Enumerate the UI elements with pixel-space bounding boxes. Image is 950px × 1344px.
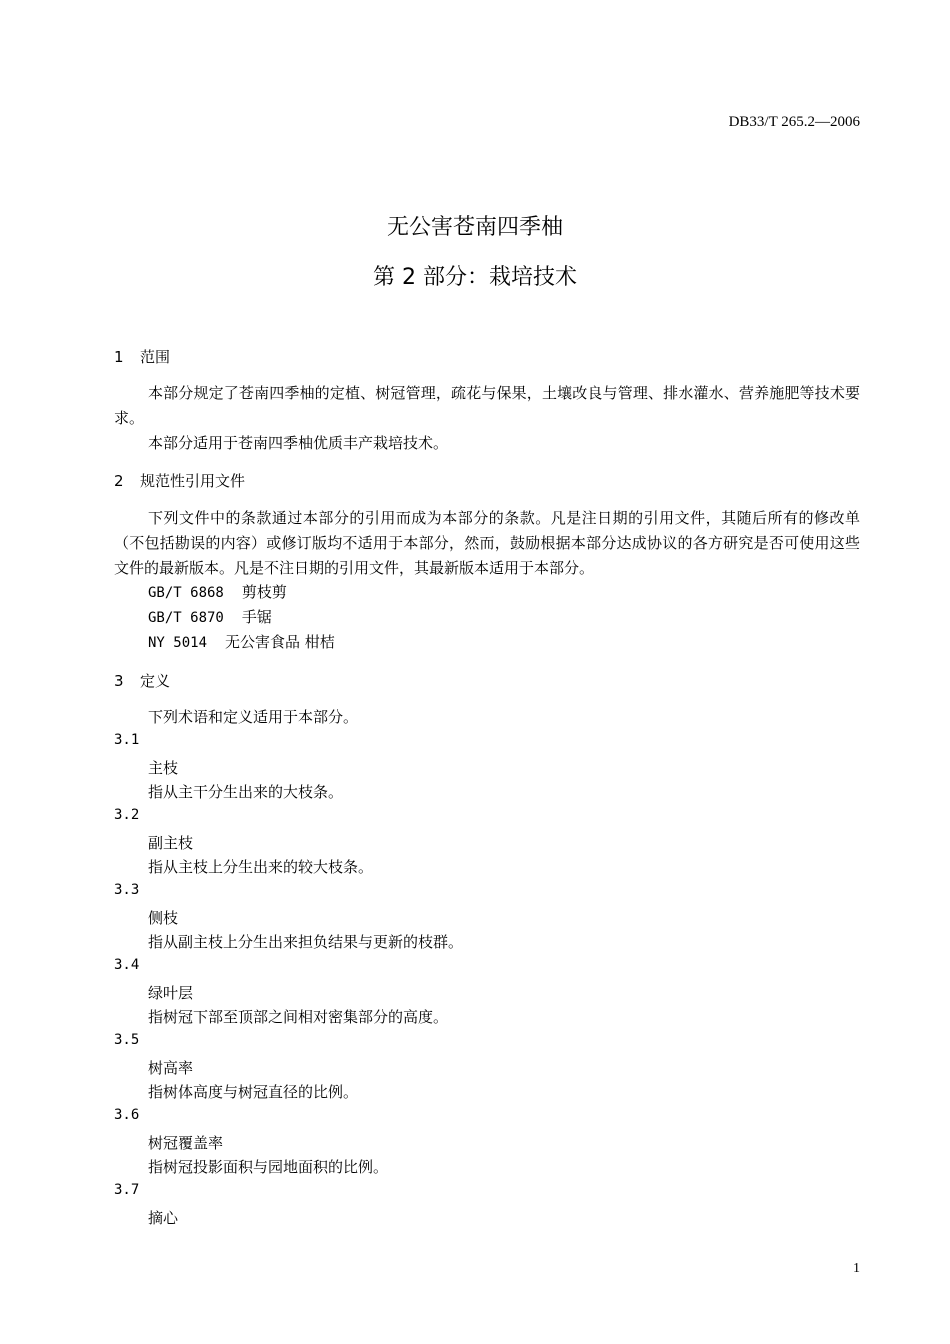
reference-name: 剪枝剪 <box>241 583 287 601</box>
clause-number: 3.2 <box>114 807 140 823</box>
section-number: 1 <box>114 348 124 366</box>
document-subtitle: 第 2 部分：栽培技术 <box>373 265 577 290</box>
term-definition: 指树冠投影面积与园地面积的比例。 <box>148 1158 389 1176</box>
term-definition: 指从主干分生出来的大枝条。 <box>148 783 344 801</box>
clause-number: 3.5 <box>114 1032 140 1048</box>
term-definition: 指树冠下部至顶部之间相对密集部分的高度。 <box>148 1008 449 1026</box>
clause-number: 3.3 <box>114 882 140 898</box>
reference-item <box>148 631 335 652</box>
term: 绿叶层 <box>148 984 194 1002</box>
paragraph: 本部分规定了苍南四季柚的定植、树冠管理，疏花与保果，土壤改良与管理、排水灌水、营养施肥等技术要求。 <box>114 384 860 427</box>
reference-item <box>148 581 287 602</box>
section-heading-scope <box>114 346 170 367</box>
paragraph: 下列术语和定义适用于本部分。 <box>148 708 359 726</box>
document-number: DB33/T 265.2—2006 <box>728 114 860 130</box>
section-title: 定义 <box>140 672 171 690</box>
clause-number: 3.1 <box>114 732 140 748</box>
term-definition: 指从主枝上分生出来的较大枝条。 <box>148 858 374 876</box>
term: 侧枝 <box>148 909 179 927</box>
term-definition: 指从副主枝上分生出来担负结果与更新的枝群。 <box>148 933 464 951</box>
term: 摘心 <box>148 1209 179 1227</box>
section-heading-definitions <box>114 670 170 691</box>
paragraph: 下列文件中的条款通过本部分的引用而成为本部分的条款。凡是注日期的引用文件，其随后所有的修改单（不包括勘误的内容）或修订版均不适用于本部分，然而，鼓励根据本部分达成协议的各方研究是否可使用这些文件的最新版本。凡是不注日期的引用文件，其最新版本适用于本部分。 <box>114 509 860 577</box>
paragraph: 本部分适用于苍南四季柚优质丰产栽培技术。 <box>148 434 449 452</box>
section-number: 2 <box>114 472 124 490</box>
reference-name: 无公害食品 柑桔 <box>225 633 335 651</box>
clause-number: 3.4 <box>114 957 140 973</box>
document-title: 无公害苍南四季柚 <box>386 215 563 240</box>
clause-number: 3.6 <box>114 1107 140 1123</box>
reference-code: GB/T 6868 <box>148 585 224 601</box>
section-title: 规范性引用文件 <box>140 472 246 490</box>
page-number: 1 <box>853 1261 860 1276</box>
reference-item <box>148 606 272 627</box>
clause-number: 3.7 <box>114 1182 140 1198</box>
term: 树高率 <box>148 1059 194 1077</box>
reference-name: 手锯 <box>241 608 272 626</box>
section-title: 范围 <box>140 348 171 366</box>
reference-code: NY 5014 <box>148 635 208 651</box>
term: 副主枝 <box>148 834 194 852</box>
term-definition: 指树体高度与树冠直径的比例。 <box>148 1083 359 1101</box>
term: 主枝 <box>148 759 179 777</box>
reference-code: GB/T 6870 <box>148 610 224 626</box>
term: 树冠覆盖率 <box>148 1134 224 1152</box>
section-number: 3 <box>114 672 124 690</box>
section-heading-references <box>114 470 245 491</box>
